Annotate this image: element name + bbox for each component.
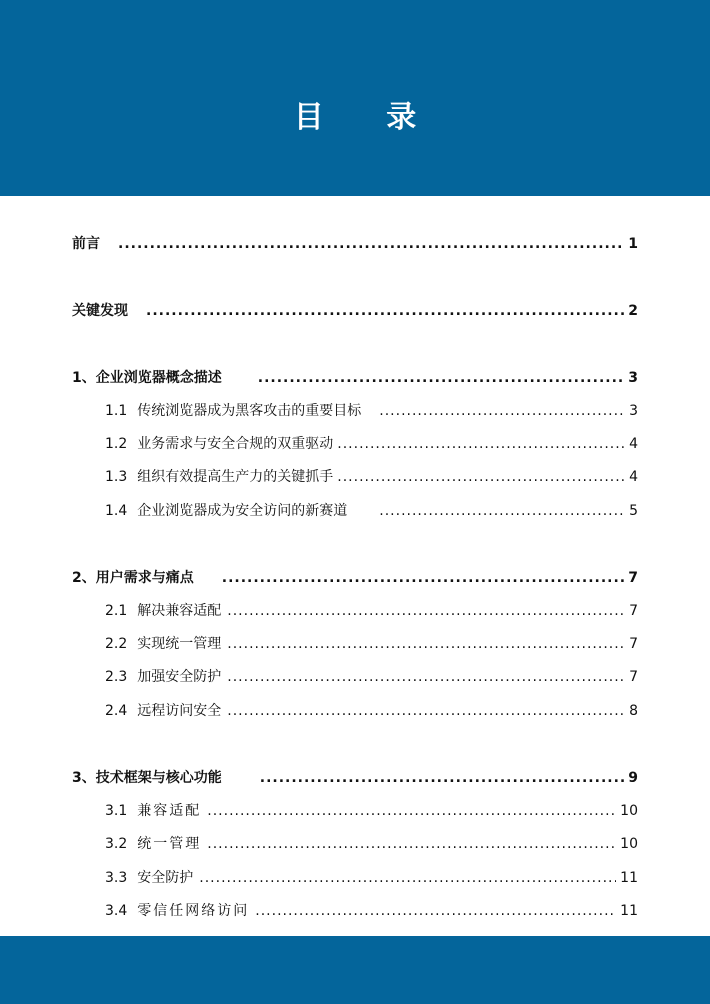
toc-entry-label: 零信任网络访问 xyxy=(137,903,250,919)
toc-entry-label: 加强安全防护 xyxy=(137,669,222,685)
toc-entry-label: 企业浏览器成为安全访问的新赛道 xyxy=(137,503,348,519)
toc-entry-3-4[interactable] xyxy=(105,900,638,922)
toc-leader-dots xyxy=(258,367,625,389)
toc-entry-label: 关键发现 xyxy=(72,303,128,319)
toc-entry-label: 安全防护 xyxy=(137,870,194,886)
toc-entry-page: 9 xyxy=(628,770,638,786)
toc-entry-page: 3 xyxy=(629,403,638,419)
toc-entry-label: 技术框架与核心功能 xyxy=(95,770,222,786)
toc-entry-label: 前言 xyxy=(72,236,100,252)
toc-entry-number: 1.1 xyxy=(105,403,128,419)
toc-leader-dots xyxy=(227,600,625,622)
toc-entry-page: 7 xyxy=(629,603,638,619)
toc-entry-page: 4 xyxy=(629,436,638,452)
toc-leader-dots xyxy=(207,833,616,855)
toc-leader-dots xyxy=(379,500,625,522)
toc-leader-dots xyxy=(199,867,616,889)
toc-entry-number: 1、 xyxy=(72,370,96,386)
toc-entry-page: 1 xyxy=(628,236,638,252)
toc-entry-3-3[interactable] xyxy=(105,867,638,889)
toc-entry-2-3[interactable] xyxy=(105,666,638,688)
toc-entry-page: 7 xyxy=(629,636,638,652)
toc-leader-dots xyxy=(222,567,625,589)
toc-entry-3-1[interactable] xyxy=(105,800,638,822)
toc-entry-label: 兼容适配 xyxy=(137,803,202,819)
toc-leader-dots xyxy=(260,767,625,789)
toc-entry-number: 3.3 xyxy=(105,870,128,886)
toc-entry-page: 8 xyxy=(629,703,638,719)
toc-entry-1-4[interactable] xyxy=(105,500,638,522)
toc-entry-number: 1.3 xyxy=(105,469,128,485)
toc-entry-section-2[interactable] xyxy=(72,567,638,589)
toc-entry-1-2[interactable] xyxy=(105,433,638,455)
toc-entry-page: 4 xyxy=(629,469,638,485)
toc-entry-page: 7 xyxy=(629,669,638,685)
toc-leader-dots xyxy=(379,400,625,422)
toc-entry-page: 10 xyxy=(620,803,638,819)
toc-entry-page: 3 xyxy=(628,370,638,386)
toc-entry-label: 解决兼容适配 xyxy=(137,603,222,619)
toc-leader-dots xyxy=(227,666,625,688)
toc-entry-page: 11 xyxy=(620,903,638,919)
toc-entry-number: 2、 xyxy=(72,570,96,586)
toc-leader-dots xyxy=(227,633,625,655)
toc-entry-section-3[interactable] xyxy=(72,767,638,789)
footer-band xyxy=(0,936,710,1004)
toc-leader-dots xyxy=(255,900,616,922)
toc-leader-dots xyxy=(207,800,616,822)
toc-entry-page: 5 xyxy=(629,503,638,519)
toc-entry-key-findings[interactable] xyxy=(72,300,638,322)
toc-entry-page: 11 xyxy=(620,870,638,886)
toc-entry-number: 1.4 xyxy=(105,503,128,519)
toc-entry-2-4[interactable] xyxy=(105,700,638,722)
toc-entry-label: 实现统一管理 xyxy=(137,636,222,652)
toc-entry-2-2[interactable] xyxy=(105,633,638,655)
toc-entry-label: 传统浏览器成为黑客攻击的重要目标 xyxy=(137,403,362,419)
toc-leader-dots xyxy=(337,466,625,488)
toc-entry-label: 组织有效提高生产力的关键抓手 xyxy=(137,469,334,485)
toc-entry-number: 1.2 xyxy=(105,436,128,452)
toc-entry-number: 3.1 xyxy=(105,803,128,819)
toc-leader-dots xyxy=(337,433,625,455)
toc-leader-dots xyxy=(118,233,624,255)
toc-entry-section-1[interactable] xyxy=(72,367,638,389)
toc-entry-number: 3.4 xyxy=(105,903,128,919)
toc-entry-label: 远程访问安全 xyxy=(137,703,222,719)
toc-entry-label: 用户需求与痛点 xyxy=(95,570,194,586)
toc-entry-label: 统一管理 xyxy=(137,836,202,852)
toc-entry-1-3[interactable] xyxy=(105,466,638,488)
toc-entry-preface[interactable] xyxy=(72,233,638,255)
toc-entry-page: 7 xyxy=(628,570,638,586)
toc-entry-number: 2.2 xyxy=(105,636,128,652)
toc-entry-3-2[interactable] xyxy=(105,833,638,855)
toc-entry-label: 业务需求与安全合规的双重驱动 xyxy=(137,436,334,452)
toc-leader-dots xyxy=(146,300,624,322)
toc-entry-number: 2.3 xyxy=(105,669,128,685)
toc-entry-number: 3.2 xyxy=(105,836,128,852)
toc-leader-dots xyxy=(227,700,625,722)
page-title: 目 录 xyxy=(293,100,443,135)
toc-entry-1-1[interactable] xyxy=(105,400,638,422)
toc-entry-number: 2.1 xyxy=(105,603,128,619)
toc-entry-2-1[interactable] xyxy=(105,600,638,622)
toc-entry-label: 企业浏览器概念描述 xyxy=(95,370,222,386)
toc-entry-number: 2.4 xyxy=(105,703,128,719)
toc-entry-number: 3、 xyxy=(72,770,96,786)
toc-entry-page: 10 xyxy=(620,836,638,852)
toc-entry-page: 2 xyxy=(628,303,638,319)
